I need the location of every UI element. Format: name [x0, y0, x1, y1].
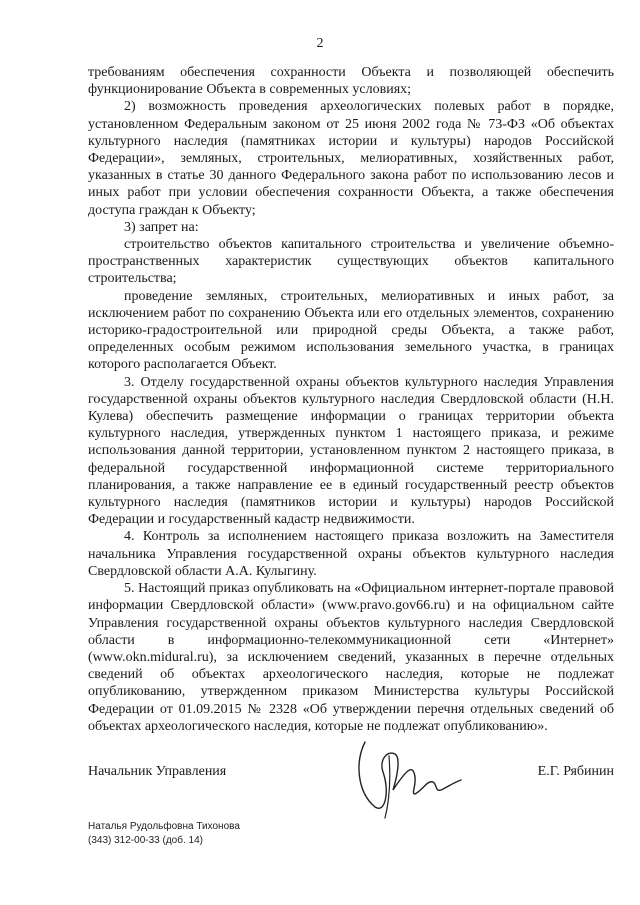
- signer-name: Е.Г. Рябинин: [537, 764, 614, 779]
- executor-phone: (343) 312-00-33 (доб. 14): [88, 835, 203, 846]
- page-number: 2: [316, 36, 324, 51]
- paragraph-clause-4: 4. Контроль за исполнением настоящего приказа возложить на Заместителя начальника Управления государственной охраны объектов культурного наследия Свердловской области А.А. Кулыгину.: [88, 529, 614, 579]
- paragraph-clause-5: 5. Настоящий приказ опубликовать на «Официальном интернет-портале правовой информации Свердловской области» (www.pravo.gov66.ru) и на официальном сайте Управления государственной охраны объектов культурного наследия Свердловской области в информационно-телекоммуникационной сети «Интернет» (www.okn.midural.ru), за исключением сведений, указанных в перечне отдельных сведений об объектах археологического наследия, которые не подлежат опубликованию, утвержденном приказом Министерства культуры Российской Федерации от 01.09.2015 № 2328 «Об утверждении перечня отдельных сведений об объектах археологического наследия, которые не подлежат опубликованию».: [88, 581, 614, 734]
- paragraph-item-3: 3) запрет на:: [124, 219, 199, 235]
- paragraph-restriction-works: проведение земляных, строительных, мелиоративных и иных работ, за исключением работ по сохранению Объекта или его отдельных элементов, сохранению историко-градостроительной или природной среды Объекта, а также работ, определенных особым режимом использования земельного участка, в границах которого располагается Объект.: [88, 288, 614, 373]
- document-body: [88, 64, 614, 735]
- signer-position: Начальник Управления: [88, 764, 227, 779]
- handwritten-signature: [345, 732, 465, 822]
- paragraph-restriction-construction: строительство объектов капитального строительства и увеличение объемно-пространственных характеристик существующих объектов капитального строительства;: [88, 237, 614, 287]
- paragraph-continuation: требованиям обеспечения сохранности Объекта и позволяющей обеспечить функционирование Объекта в современных условиях;: [88, 65, 614, 98]
- paragraph-clause-3: 3. Отделу государственной охраны объектов культурного наследия Управления государственной охраны объектов культурного наследия Свердловской области (Н.Н. Кулева) обеспечить размещение информации о границах территории объекта культурного наследия, утвержденных пунктом 1 настоящего приказа, и режиме использования данной территории, установленном пунктом 2 настоящего приказа, в федеральной государственной информационной системе территориального планирования, а также направление ее в единый государственный реестр объектов культурного наследия (памятников истории и культуры) народов Российской Федерации и государственный кадастр недвижимости.: [88, 374, 614, 528]
- executor-info: [88, 820, 240, 848]
- paragraph-item-2: 2) возможность проведения археологических полевых работ в порядке, установленном Федеральным законом от 25 июня 2002 года № 73-ФЗ «Об объектах культурного наследия (памятниках истории и культуры) народов Российской Федерации», земляных, строительных, мелиоративных, хозяйственных работ, указанных в статье 30 данного Федерального закона работ по использованию лесов и иных работ при условии обеспечения сохранности Объекта, а также обеспечения доступа граждан к Объекту;: [88, 99, 614, 218]
- executor-name: Наталья Рудольфовна Тихонова: [88, 821, 240, 832]
